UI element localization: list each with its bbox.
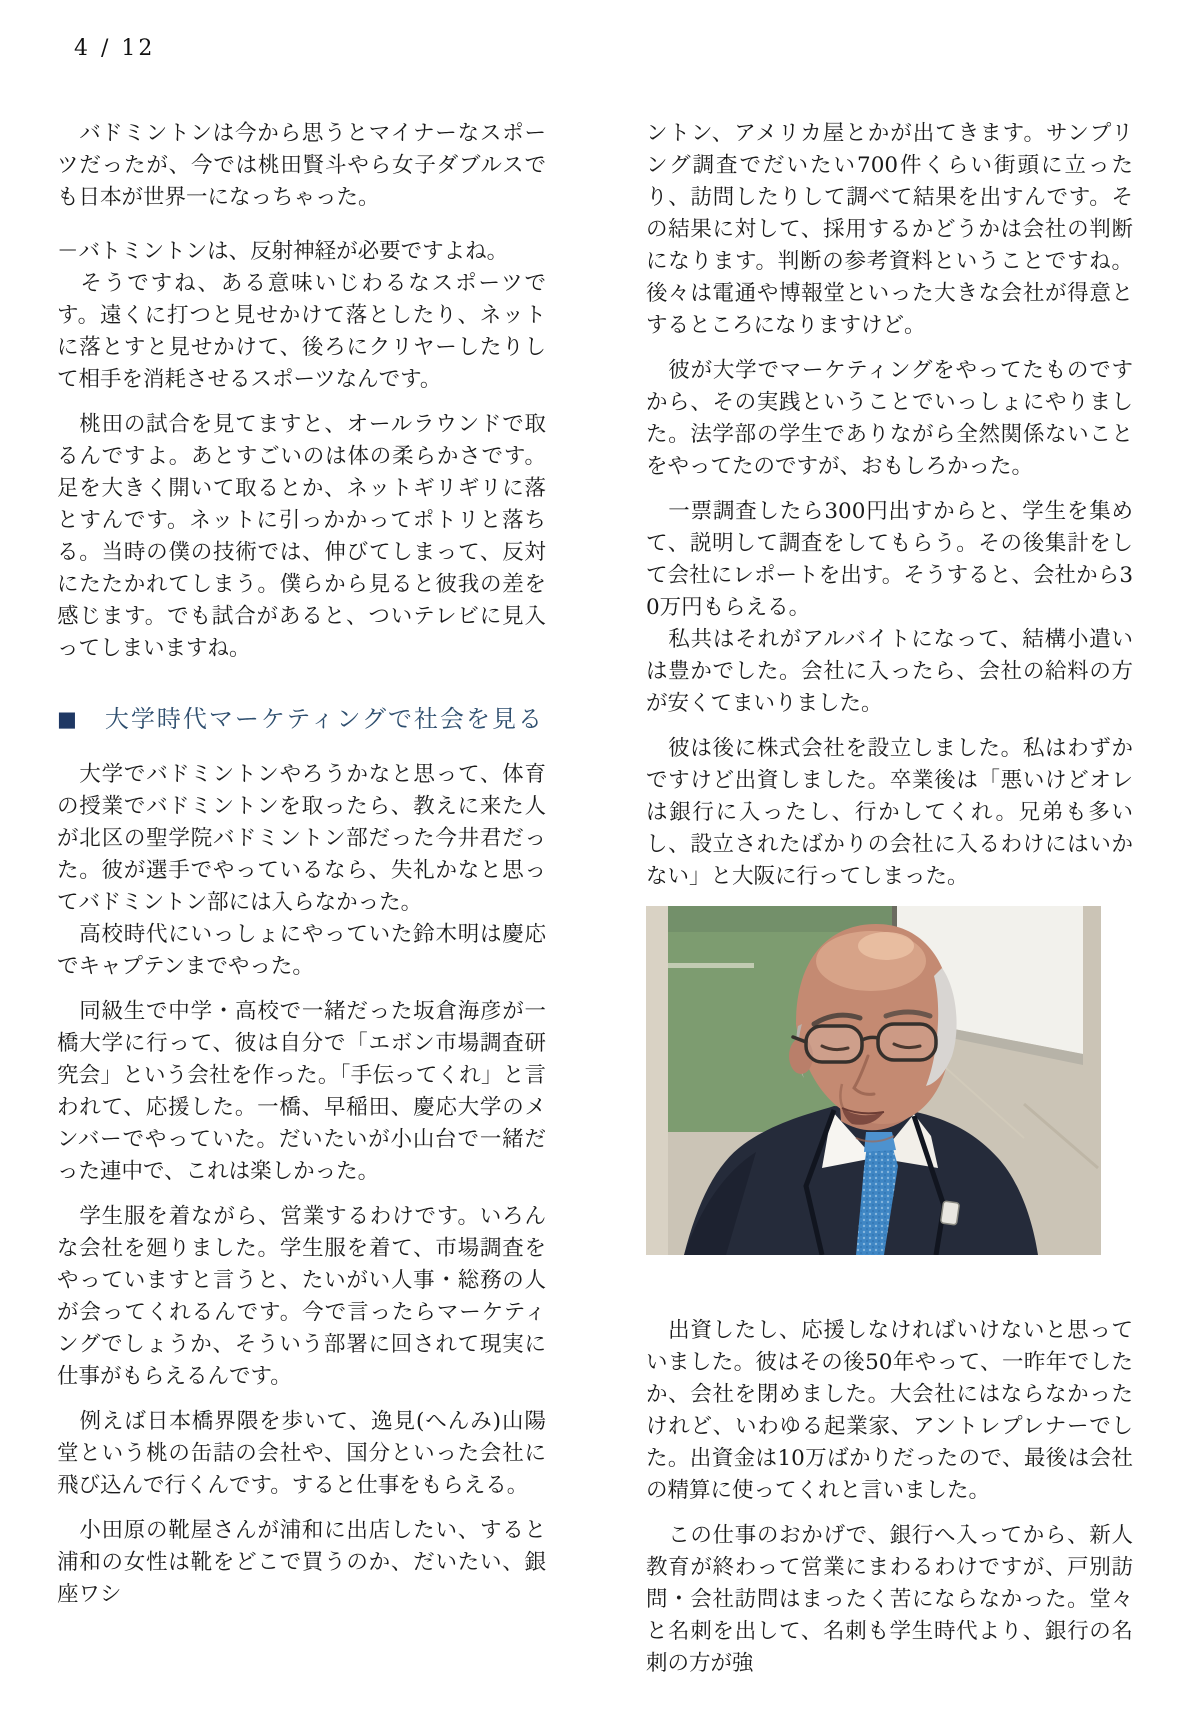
- paragraph-nihonbashi: 例えば日本橋界隈を歩いて、逸見(へんみ)山陽堂という桃の缶詰の会社や、国分といった会社に飛び込んで行くんです。すると仕事をもらえる。: [57, 1409, 546, 1498]
- section-heading-label: 大学時代マーケティングで社会を見る: [104, 705, 544, 733]
- paragraph-suzuki-akira: 高校時代にいっしょにやっていた鈴木明は慶応でキャプテンまでやった。: [57, 922, 546, 979]
- paragraph-student-uniform-sales: 学生服を着ながら、営業するわけです。いろんな会社を廻りました。学生服を着て、市場調査をやっていますと言うと、たいがい人事・総務の人が会ってくれるんです。今で言ったらマーケティングでしょうか、そういう部署に回されて現実に仕事がもらえるんです。: [57, 1204, 546, 1389]
- interviewer-question: －バトミントンは、反射神経が必要ですよね。: [57, 239, 509, 264]
- section-heading: [57, 703, 546, 735]
- paragraph-bank-sales: この仕事のおかげで、銀行へ入ってから、新人教育が終わって営業にまわるわけですが、戸別訪問・会社訪問はまったく苦にならなかった。堂々と名刺を出して、名刺も学生時代より、銀行の名刺の方が強: [646, 1523, 1133, 1676]
- paragraph-survey-pay: 一票調査したら300円出すからと、学生を集めて、説明して調査をしてもらう。その後集計をして会社にレポートを出す。そうすると、会社から30万円もらえる。: [646, 499, 1133, 620]
- paragraph-arbeit-income: 私共はそれがアルバイトになって、結構小遣いは豊かでした。会社に入ったら、会社の給料の方が安くてまいりました。: [646, 627, 1133, 716]
- paragraph-badminton-minor: バドミントンは今から思うとマイナーなスポーツだったが、今では桃田賢斗やら女子ダブルスでも日本が世界一になっちゃった。: [57, 121, 546, 210]
- right-column: [646, 118, 1133, 1693]
- paragraph-marketing-practice: 彼が大学でマーケティングをやってたものですから、その実践ということでいっしょにやりました。法学部の学生でありながら全然関係ないことをやってたのですが、おもしろかった。: [646, 358, 1133, 479]
- paragraph-momota-match: 桃田の試合を見てますと、オールラウンドで取るんですよ。あとすごいのは体の柔らかさです。足を大きく開いて取るとか、ネットギリギリに落とすんです。ネットに引っかかってポトリと落ちる。当時の僕の技術では、伸びてしまって、反対にたたかれてしまう。僕らから見ると彼我の差を感じます。でも試合があると、ついテレビに見入ってしまいますね。: [57, 412, 546, 661]
- paragraph-university-badminton: 大学でバドミントンやろうかなと思って、体育の授業でバドミントンを取ったら、教えに来た人が北区の聖学院バドミントン部だった今井君だった。彼が選手でやっているなら、失礼かなと思ってバドミントン部には入らなかった。: [57, 762, 546, 915]
- paragraph-sport-nature: そうですね、ある意味いじわるなスポーツです。遠くに打つと見せかけて落としたり、ネットに落とすと見せかけて、後ろにクリヤーしたりして相手を消耗させるスポーツなんです。: [57, 271, 546, 392]
- interview-photo: [646, 906, 1101, 1255]
- page-header: [74, 36, 155, 61]
- square-bullet-icon: ■: [57, 706, 79, 731]
- paragraph-investment-support: 出資したし、応援しなければいけないと思っていました。彼はその後50年やって、一昨年でしたか、会社を閉めました。大会社にはならなかったけれど、いわゆる起業家、アントレプレナーでした。出資金は10万ばかりだったので、最後は会社の精算に使ってくれと言いました。: [646, 1318, 1133, 1503]
- paragraph-sakakura-company: 同級生で中学・高校で一緒だった坂倉海彦が一橋大学に行って、彼は自分で「エボン市場調査研究会」という会社を作った。「手伝ってくれ」と言われて、応援した。一橋、早稲田、慶応大学のメンバーでやっていた。だいたいが小山台で一緒だった連中で、これは楽しかった。: [57, 999, 546, 1184]
- left-column: [57, 118, 546, 1624]
- paragraph-odawara-shoes: 小田原の靴屋さんが浦和に出店したい、すると浦和の女性は靴をどこで買うのか、だいたい、銀座ワシ: [57, 1518, 546, 1607]
- paragraph-sampling-survey: ントン、アメリカ屋とかが出てきます。サンプリング調査でだいたい700件くらい街頭に立ったり、訪問したりして調べて結果を出すんです。その結果に対して、採用するかどうかは会社の判断になります。判断の参考資料ということですね。後々は電通や博報堂といった大きな会社が得意とするところになりますけど。: [646, 121, 1133, 338]
- interviewee-portrait-illustration: [646, 906, 1101, 1255]
- page-number: 4 / 12: [74, 36, 156, 61]
- paragraph-company-founding: 彼は後に株式会社を設立しました。私はわずかですけど出資しました。卒業後は「悪いけどオレは銀行に入ったし、行かしてくれ。兄弟も多いし、設立されたばかりの会社に入るわけにはいかない」と大阪に行ってしまった。: [646, 736, 1133, 889]
